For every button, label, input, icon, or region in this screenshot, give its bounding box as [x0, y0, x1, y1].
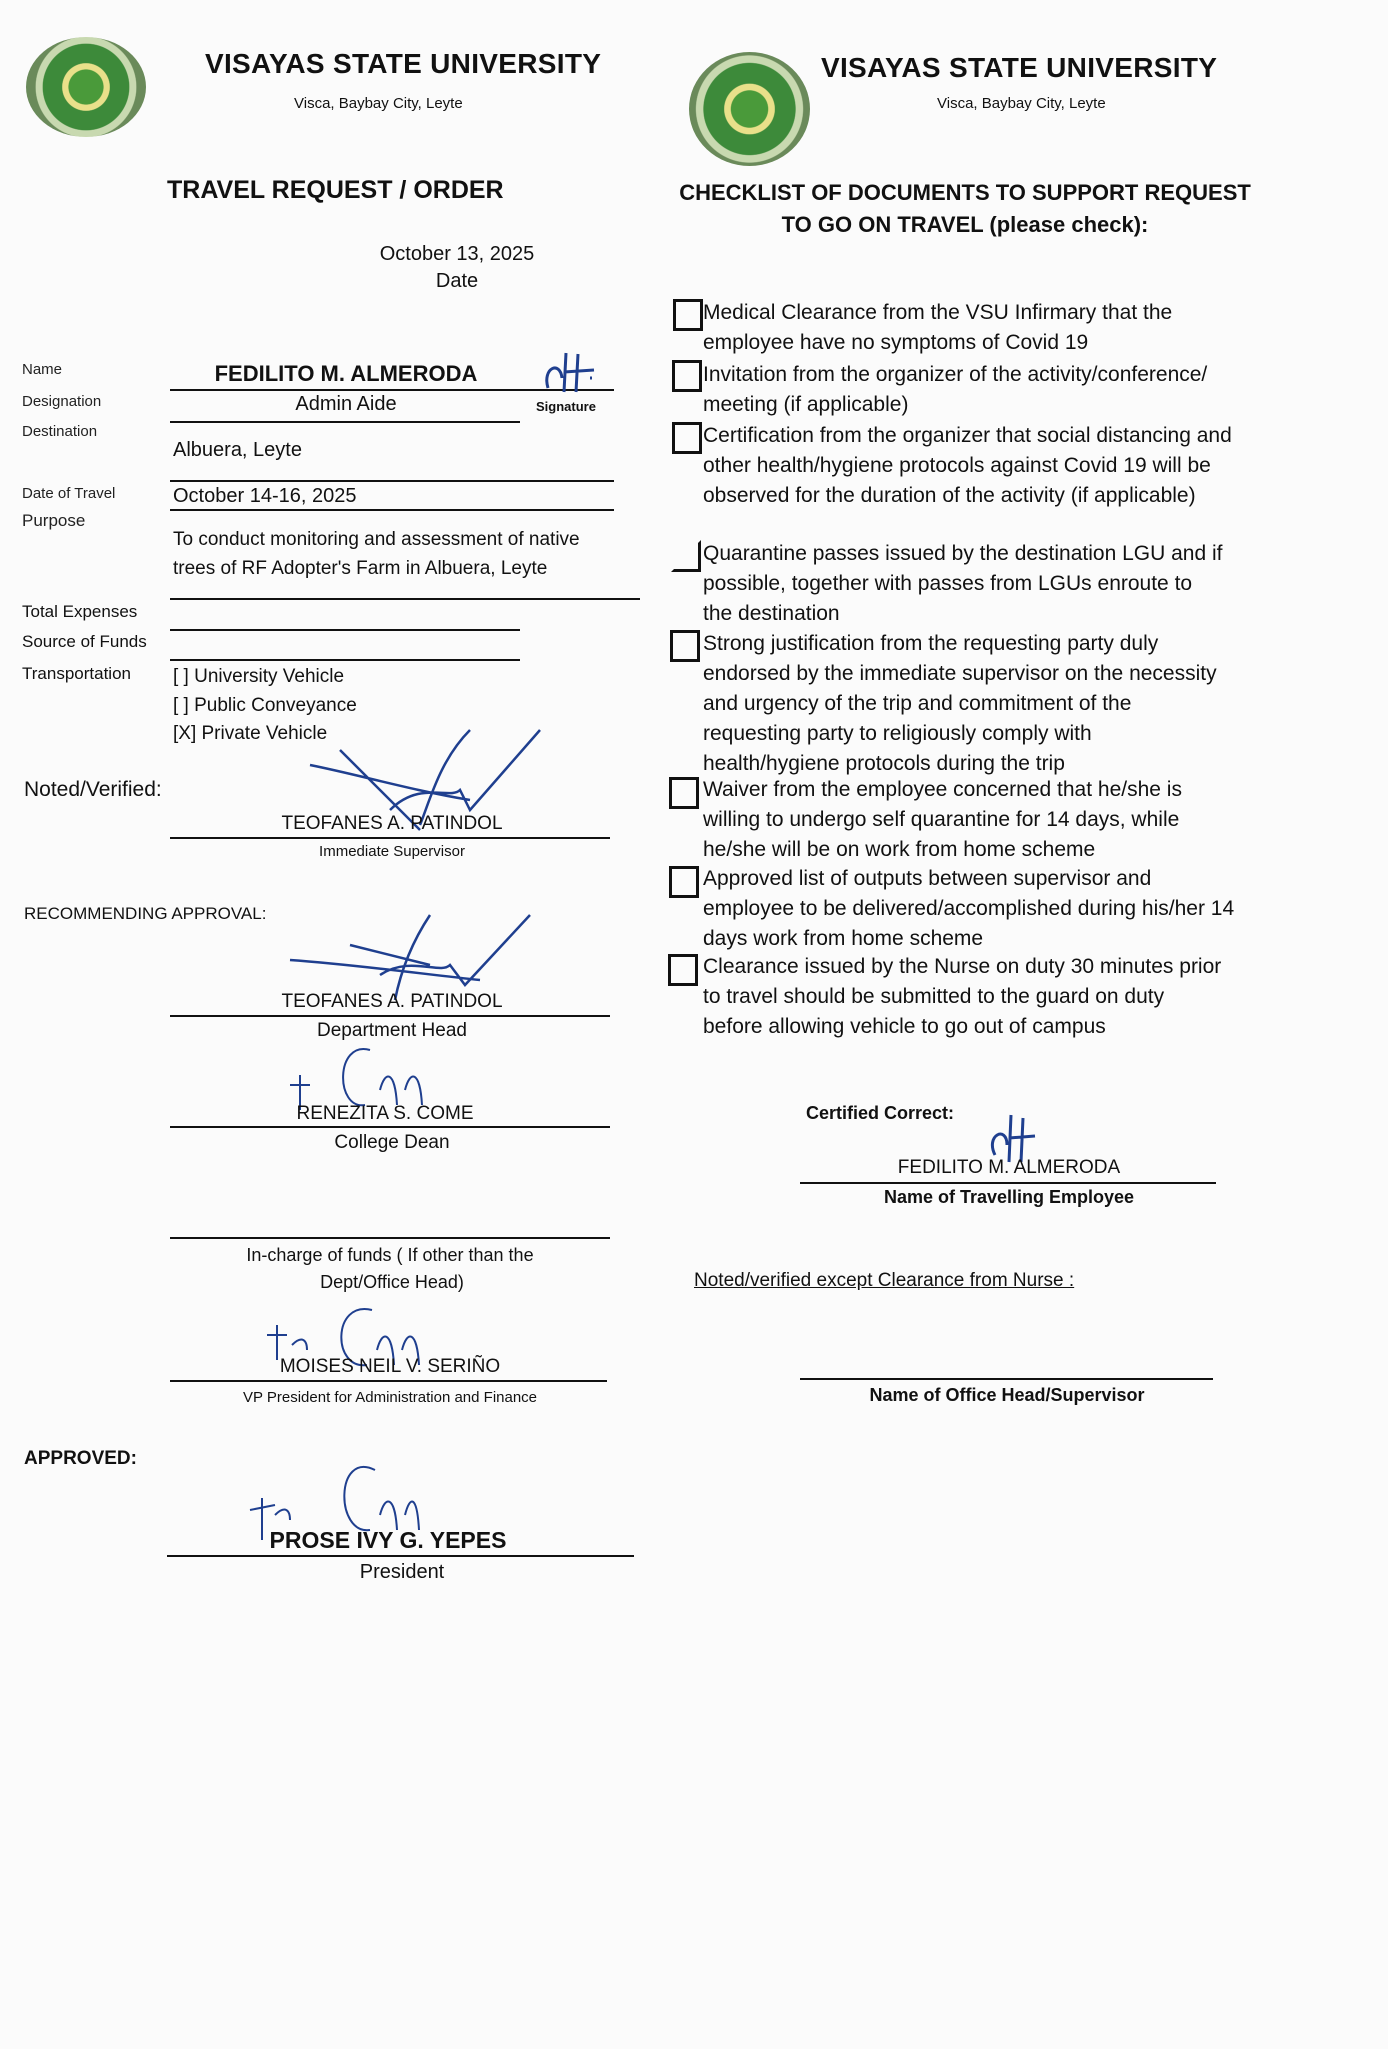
- office-head-line: [800, 1378, 1213, 1380]
- travelling-employee-title: Name of Travelling Employee: [883, 1187, 1135, 1207]
- supervisor-name: TEOFANES A. PATINDOL: [281, 813, 503, 834]
- president-line: [167, 1555, 634, 1557]
- total-expenses-label: Total Expenses: [22, 602, 138, 621]
- dean-title: College Dean: [334, 1132, 450, 1153]
- dean-line: [170, 1126, 610, 1128]
- university-name-left: VISAYAS STATE UNIVERSITY: [205, 48, 602, 79]
- checklist-item-approved-outputs: Approved list of outputs between supervisor and employee to be delivered/accomplished during his/her 14 days work from home scheme: [703, 867, 1235, 950]
- signature-label: Signature: [536, 399, 596, 414]
- office-head-title: Name of Office Head/Supervisor: [869, 1385, 1145, 1405]
- president-name: PROSE IVY G. YEPES: [269, 1527, 507, 1553]
- travelling-employee-name: FEDILITO M. ALMERODA: [897, 1157, 1121, 1178]
- certified-correct-label: Certified Correct:: [806, 1103, 955, 1123]
- checklist-item-medical-clearance: Medical Clearance from the VSU Infirmary that the employee have no symptoms of Covid 19: [703, 301, 1173, 354]
- destination-label: Destination: [22, 423, 98, 440]
- checkbox-medical-clearance[interactable]: [673, 299, 703, 331]
- supervisor-line: [170, 837, 610, 839]
- funds-incharge-title-1: In-charge of funds ( If other than the: [246, 1245, 534, 1265]
- vp-title: VP President for Administration and Finance: [242, 1389, 538, 1406]
- dept-head-name: TEOFANES A. PATINDOL: [281, 991, 503, 1012]
- dept-head-title: Department Head: [317, 1020, 467, 1041]
- checkbox-invitation[interactable]: [672, 360, 702, 392]
- checkbox-waiver[interactable]: [669, 777, 699, 809]
- checklist-title-1: CHECKLIST OF DOCUMENTS TO SUPPORT REQUEST: [679, 180, 1251, 205]
- funds-incharge-title-2: Dept/Office Head): [320, 1272, 464, 1292]
- university-address-right: Visca, Baybay City, Leyte: [937, 95, 1106, 112]
- checkbox-strong-justification[interactable]: [670, 630, 700, 662]
- funds-incharge-line: [170, 1237, 610, 1239]
- checklist-item-certification: Certification from the organizer that social distancing and other health/hygiene protocols against Covid 19 will be observed for the duration of the activity (if applicable): [703, 424, 1232, 507]
- designation-line: [170, 421, 520, 423]
- destination-value: Albuera, Leyte: [173, 439, 302, 461]
- designation-value: Admin Aide: [295, 393, 397, 415]
- dept-head-line: [170, 1015, 610, 1017]
- date-of-travel-line: [170, 509, 614, 511]
- university-seal-left: [26, 37, 146, 137]
- purpose-line-2: trees of RF Adopter's Farm in Albuera, Leyte: [173, 558, 548, 579]
- checklist-item-nurse-clearance: Clearance issued by the Nurse on duty 30 minutes prior to travel should be submitted to the guard on duty before allowing vehicle to go out of campus: [703, 955, 1222, 1038]
- vp-name: MOISES NEIL V. SERIÑO: [279, 1356, 501, 1377]
- designation-label: Designation: [22, 393, 102, 410]
- checklist-item-strong-justification: Strong justification from the requesting party duly endorsed by the immediate supervisor on the necessity and urgency of the trip and commitment of the requesting party to religiously comply with health/hygiene protocols during the trip: [703, 632, 1217, 775]
- supervisor-title: Immediate Supervisor: [319, 843, 465, 860]
- noted-verified-label: Noted/Verified:: [24, 778, 162, 801]
- university-seal-right: [689, 52, 810, 166]
- university-name-right: VISAYAS STATE UNIVERSITY: [821, 52, 1218, 83]
- date-of-travel-value: October 14-16, 2025: [173, 485, 357, 507]
- checkbox-nurse-clearance[interactable]: [668, 954, 698, 986]
- total-expenses-line: [170, 629, 520, 631]
- travelling-employee-line: [800, 1182, 1216, 1184]
- transportation-label: Transportation: [22, 664, 131, 683]
- source-of-funds-line: [170, 659, 520, 661]
- approved-label: APPROVED:: [24, 1448, 137, 1469]
- noted-except-nurse-label: Noted/verified except Clearance from Nurse :: [694, 1270, 1075, 1291]
- checkbox-approved-outputs[interactable]: [669, 866, 699, 898]
- destination-line: [170, 480, 614, 482]
- checklist-item-quarantine-passes: Quarantine passes issued by the destination LGU and if possible, together with passes from LGUs enroute to the destination: [703, 542, 1223, 625]
- recommending-approval-label: RECOMMENDING APPROVAL:: [24, 904, 267, 923]
- checkbox-certification[interactable]: [672, 422, 702, 454]
- name-label: Name: [22, 361, 63, 378]
- form-title: TRAVEL REQUEST / ORDER: [167, 176, 504, 204]
- vp-line: [170, 1380, 607, 1382]
- checkbox-quarantine-passes[interactable]: [671, 540, 701, 572]
- transport-university-vehicle[interactable]: [ ] University Vehicle: [173, 666, 345, 687]
- checklist-item-waiver: Waiver from the employee concerned that he/she is willing to undergo self quarantine for 14 days, while he/she will be on work from home scheme: [703, 778, 1182, 861]
- transport-public-conveyance[interactable]: [ ] Public Conveyance: [173, 695, 357, 716]
- request-date: October 13, 2025: [379, 243, 535, 265]
- checklist-item-invitation: Invitation from the organizer of the activity/conference/ meeting (if applicable): [703, 363, 1208, 416]
- transport-private-vehicle[interactable]: [X] Private Vehicle: [173, 723, 328, 744]
- purpose-line-1: To conduct monitoring and assessment of native: [173, 529, 580, 550]
- checklist-title-2: TO GO ON TRAVEL (please check):: [781, 212, 1149, 237]
- dept-head-signature: [280, 905, 540, 1005]
- name-value: FEDILITO M. ALMERODA: [214, 361, 478, 386]
- purpose-line: [170, 598, 640, 600]
- president-title: President: [359, 1561, 445, 1583]
- source-of-funds-label: Source of Funds: [22, 632, 147, 651]
- date-of-travel-label: Date of Travel: [22, 485, 116, 502]
- date-label: Date: [435, 270, 479, 292]
- dean-name: RENEZITA S. COME: [296, 1103, 474, 1124]
- employee-signature: [540, 348, 610, 396]
- university-address-left: Visca, Baybay City, Leyte: [294, 95, 463, 112]
- purpose-label: Purpose: [22, 511, 86, 530]
